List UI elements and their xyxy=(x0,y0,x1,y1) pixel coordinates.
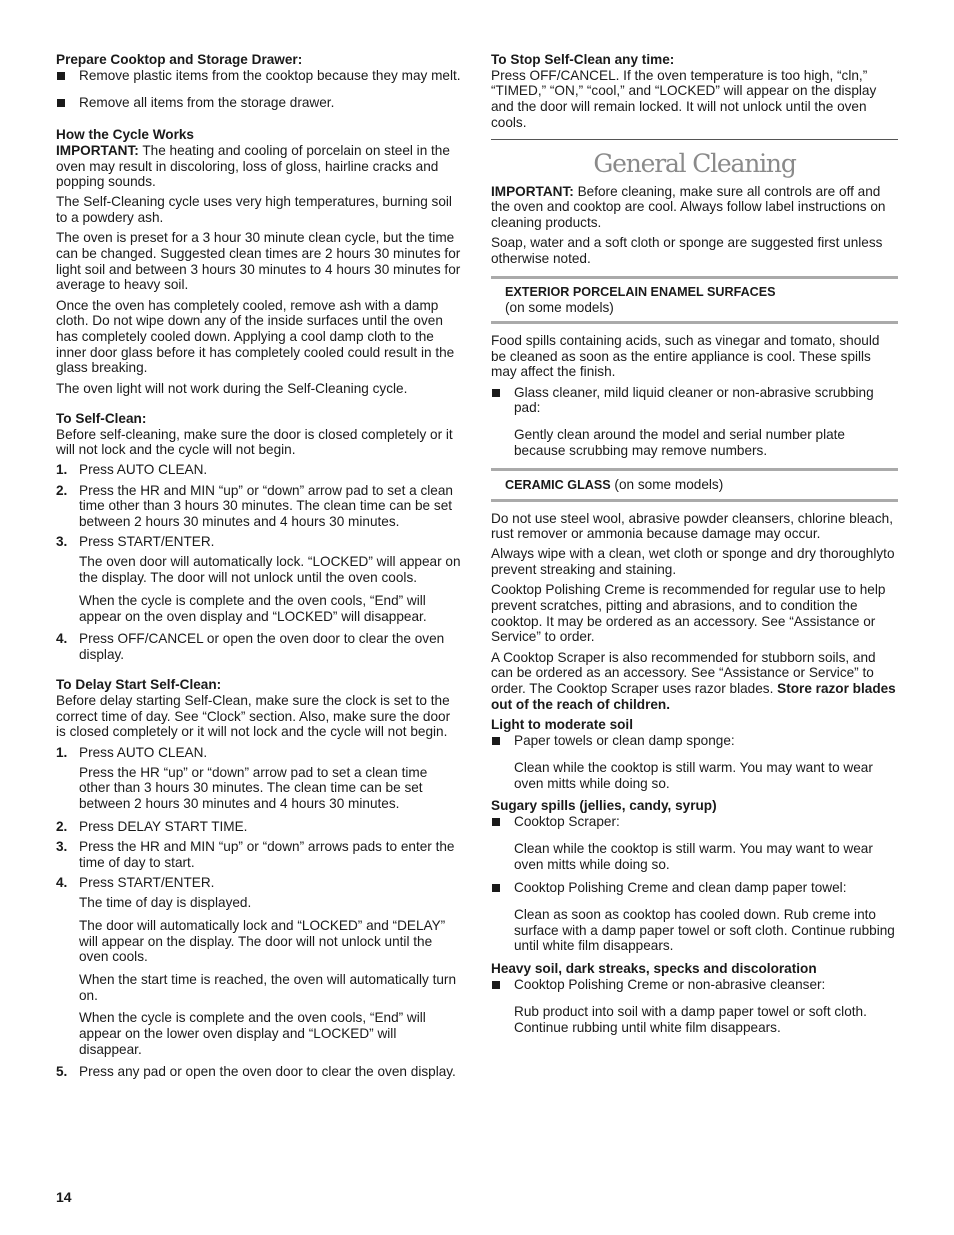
general-important: IMPORTANT: Before cleaning, make sure all controls are off and the oven and cooktop are cool. Always follow label instructions on cleaning products. xyxy=(491,183,886,230)
delay-step-1-note: Press the HR “up” or “down” arrow pad to set a clean time other than 3 hours 30 minutes. The clean time can be set between 2 hours 30 minutes and 4 hours 30 minutes. xyxy=(79,764,428,812)
self-clean-heading: To Self-Clean: xyxy=(56,410,147,426)
delay-step-1: 1. Press AUTO CLEAN. xyxy=(56,744,208,760)
sugary-bullet-1: Cooktop Scraper: xyxy=(491,814,898,830)
heavy-soil-bullet: Cooktop Polishing Creme or non-abrasive cleanser: xyxy=(491,977,898,993)
ceramic-sub: (on some models) xyxy=(610,476,724,492)
delay-step-5: 5. Press any pad or open the oven door to clear the oven display. xyxy=(56,1064,456,1080)
delay-step-4-note-1: The time of day is displayed. xyxy=(79,895,252,911)
delay-step-4-note-4: When the cycle is complete and the oven cools, “End” will appear on the lower oven display and “LOCKED” will disappear. xyxy=(79,1010,426,1057)
left-column xyxy=(56,52,461,1085)
light-soil-bullet: Paper towels or clean damp sponge: xyxy=(491,733,898,749)
delay-step-4-note-3: When the start time is reached, the oven will automatically turn on. xyxy=(79,971,457,1003)
porcelain-bullet: Glass cleaner, mild liquid cleaner or non-abrasive scrubbing pad: xyxy=(491,385,898,416)
how-p4: The oven light will not work during the Self-Cleaning cycle. xyxy=(56,380,408,396)
delay-intro: Before delay starting Self-Clean, make sure the clock is set to the correct time of day. See “Clock” section. Also, make sure the door is closed completely or it will not lock and the cycle will not begin. xyxy=(56,692,451,740)
porcelain-sub: (on some models) xyxy=(505,300,614,316)
stop-text: Press OFF/CANCEL. If the oven temperature is too high, “cln,” “TIMED,” “ON,” “cool,” and “LOCKED” will appear on the display and the door will remain locked. It will not unlock until the oven cools. xyxy=(491,67,877,130)
ceramic-p4: A Cooktop Scraper is also recommended for stubborn soils, and can be ordered as an accessory. See “Assistance or Service” to order. The Cooktop Scraper uses razor blades. Store razor blades out of the reach of children. xyxy=(491,649,896,712)
how-important: IMPORTANT: The heating and cooling of porcelain on steel in the oven may result in discoloring, loss of gloss, hairline cracks and popping sounds. xyxy=(56,142,450,190)
how-heading: How the Cycle Works xyxy=(56,127,194,143)
how-p1: The Self-Cleaning cycle uses very high temperatures, burning soil to a powdery ash. xyxy=(56,194,452,226)
self-clean-step-4: 4. Press OFF/CANCEL or open the oven door to clear the oven display. xyxy=(56,631,445,662)
self-clean-intro: Before self-cleaning, make sure the door is closed completely or it will not lock and the cycle will not begin. xyxy=(56,426,453,458)
heavy-soil-heading: Heavy soil, dark streaks, specks and discoloration xyxy=(491,960,817,976)
delay-step-2: 2. Press DELAY START TIME. xyxy=(56,818,248,834)
how-p3: Once the oven has completely cooled, remove ash with a damp cloth. Do not wipe down any of the inside surfaces until the oven has completely cooled down. Applying a cool damp cloth to the inner door glass before it has completely cooled could result in the glass breaking. xyxy=(56,297,455,376)
right-column xyxy=(491,52,898,1042)
delay-step-4-note-2: The door will automatically lock and “LOCKED” and “DELAY” will appear on the display. The door will not unlock until the oven cools. xyxy=(79,917,446,965)
sugary-note-2: Clean as soon as cooktop has cooled down. Rub creme into surface with a damp paper towel or soft cloth. Continue rubbing until white film disappears. xyxy=(514,906,895,954)
how-p2: The oven is preset for a 3 hour 30 minute clean cycle, but the time can be changed. Suggested clean times are 2 hours 30 minutes for light soil and between 3 hours 30 minutes to 4 hours 30 minutes for average to heavy soil. xyxy=(56,230,461,293)
ceramic-caption: CERAMIC GLASS xyxy=(505,477,611,492)
stop-heading: To Stop Self-Clean any time: xyxy=(491,52,675,67)
general-p1: Soap, water and a soft cloth or sponge are suggested first unless otherwise noted. xyxy=(491,235,883,266)
delay-heading: To Delay Start Self-Clean: xyxy=(56,677,222,693)
page-number: 14 xyxy=(56,1189,72,1205)
porcelain-note: Gently clean around the model and serial number plate because scrubbing may remove numbers. xyxy=(514,427,845,459)
prepare-bullet-1: Remove plastic items from the cooktop because they may melt. xyxy=(56,68,461,84)
ceramic-p2: Always wipe with a clean, wet cloth or sponge and dry thoroughlyto prevent streaking and staining. xyxy=(491,546,895,578)
ceramic-p3: Cooktop Polishing Creme is recommended for regular use to help prevent scratches, pitting and abrasions, and to condition the cooktop. It may be ordered as an accessory. See “Assistance or Service” to order. xyxy=(491,582,886,645)
sugary-heading: Sugary spills (jellies, candy, syrup) xyxy=(491,798,717,814)
self-clean-step-2: 2. Press the HR and MIN “up” or “down” arrow pad to set a clean time other than 3 hours 30 minutes. The clean time can be set between 2 hours 30 minutes and 4 hours 30 minutes. xyxy=(56,482,453,530)
prepare-bullet-2: Remove all items from the storage drawer. xyxy=(56,95,461,111)
porcelain-section-header xyxy=(491,279,898,321)
page-title: General Cleaning xyxy=(593,148,796,178)
sugary-note-1: Clean while the cooktop is still warm. You may want to wear oven mitts while doing so. xyxy=(514,841,873,872)
sugary-bullet-2: Cooktop Polishing Creme and clean damp paper towel: xyxy=(491,880,898,896)
self-clean-step-3-note-1: The oven door will automatically lock. “LOCKED” will appear on the display. The door will not unlock until the oven cools. xyxy=(79,554,461,586)
porcelain-caption: EXTERIOR PORCELAIN ENAMEL SURFACES xyxy=(505,284,776,299)
section-divider xyxy=(491,139,898,140)
delay-step-4: 4. Press START/ENTER. xyxy=(56,874,215,890)
heavy-soil-note: Rub product into soil with a damp paper towel or soft cloth. Continue rubbing until white film disappears. xyxy=(514,1003,867,1035)
light-soil-heading: Light to moderate soil xyxy=(491,717,633,732)
ceramic-p1: Do not use steel wool, abrasive powder cleansers, chlorine bleach, rust remover or ammonia because damage may occur. xyxy=(491,510,893,542)
self-clean-step-3-note-2: When the cycle is complete and the oven cools, “End” will appear on the oven display and “LOCKED” will disappear. xyxy=(79,592,427,624)
delay-step-3: 3. Press the HR and MIN “up” or “down” arrows pads to enter the time of day to start. xyxy=(56,839,455,870)
light-soil-note: Clean while the cooktop is still warm. You may want to wear oven mitts while doing so. xyxy=(514,759,873,791)
prepare-heading: Prepare Cooktop and Storage Drawer: xyxy=(56,52,303,67)
self-clean-step-3: 3. Press START/ENTER. xyxy=(56,534,215,550)
porcelain-p1: Food spills containing acids, such as vinegar and tomato, should be cleaned as soon as the entire appliance is cool. These spills may affect the finish. xyxy=(491,332,880,380)
ceramic-section-header xyxy=(491,471,898,499)
self-clean-step-1: 1. Press AUTO CLEAN. xyxy=(56,462,208,478)
